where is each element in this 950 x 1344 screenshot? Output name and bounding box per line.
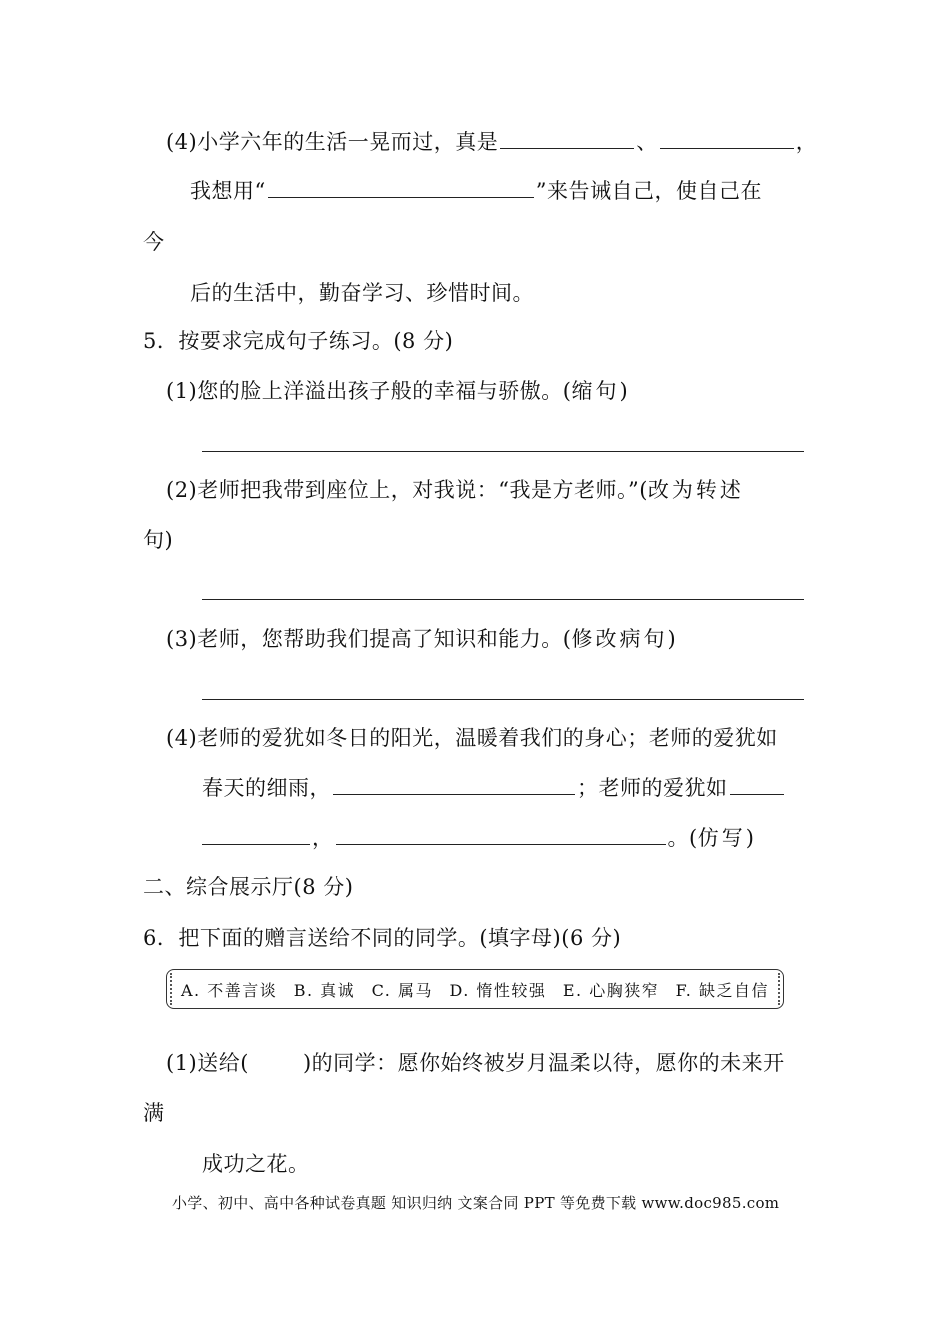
answer-blank[interactable]: [268, 177, 534, 198]
q4-4-line1: (4)小学六年的生活一晃而过，真是 、 ，: [166, 130, 818, 154]
q4-4-line4: 后的生活中，勤奋学习、珍惜时间。: [190, 281, 534, 305]
section2-title: 二、综合展示厅(8 分): [143, 875, 354, 899]
q6-title: 6．把下面的赠言送给不同的同学。(填字母)(6 分): [143, 926, 622, 950]
q5-4-line2: 春天的细雨， ；老师的爱犹如: [202, 774, 786, 802]
option-c: C. 属马: [371, 980, 433, 1000]
answer-line-3[interactable]: [202, 699, 804, 700]
option-b: B. 真诚: [293, 980, 356, 1000]
q6-1-last: 成功之花。: [202, 1152, 310, 1176]
q4-4-line3: 今: [143, 230, 165, 254]
q5-2-cont: 句): [143, 528, 174, 552]
q5-4-line3: ， 。(仿写): [202, 824, 754, 852]
answer-blank[interactable]: [500, 128, 634, 149]
q5-4-line1: (4)老师的爱犹如冬日的阳光，温暖着我们的身心；老师的爱犹如: [166, 726, 778, 750]
q5-3: (3)老师，您帮助我们提高了知识和能力。(修改病句): [166, 627, 677, 651]
q6-1: (1)送给( )的同学：愿你始终被岁月温柔以待，愿你的未来开: [166, 1051, 785, 1075]
answer-line-1[interactable]: [202, 451, 804, 452]
answer-blank[interactable]: [336, 824, 666, 845]
q6-1-cont: 满: [143, 1101, 165, 1125]
q5-1: (1)您的脸上洋溢出孩子般的幸福与骄傲。(缩句): [166, 379, 629, 403]
option-a: A. 不善言谈: [181, 980, 278, 1000]
answer-blank[interactable]: [202, 824, 310, 845]
footer-text: 小学、初中、高中各种试卷真题 知识归纳 文案合同 PPT 等免费下载 www.doc985.com: [172, 1194, 780, 1212]
answer-blank[interactable]: [660, 128, 794, 149]
word-options-box: [166, 969, 784, 1009]
q5-title: 5．按要求完成句子练习。(8 分): [143, 329, 454, 353]
q5-2: (2)老师把我带到座位上，对我说：“我是方老师。”(改为转述: [166, 478, 744, 502]
answer-line-2[interactable]: [202, 599, 804, 600]
q4-4-line2: 我想用“ ”来告诫自己，使自己在: [190, 179, 762, 203]
answer-blank[interactable]: [333, 774, 575, 795]
option-d: D. 惰性较强: [449, 980, 547, 1000]
option-f: F. 缺乏自信: [675, 980, 769, 1000]
answer-blank[interactable]: [730, 774, 784, 795]
option-e: E. 心胸狭窄: [562, 980, 660, 1000]
